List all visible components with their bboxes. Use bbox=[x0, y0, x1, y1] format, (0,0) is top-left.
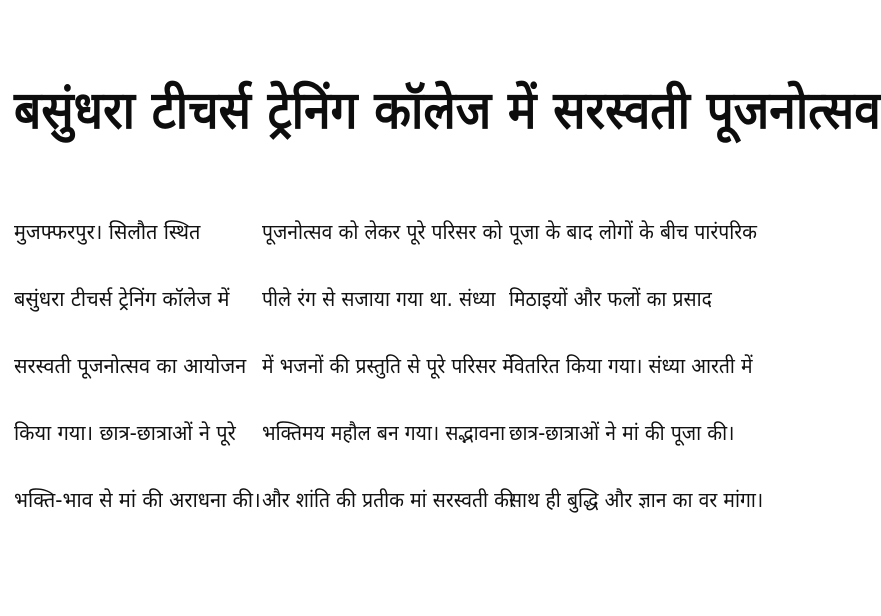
column-3-line-3: वितरित किया गया। संध्या आरती में bbox=[509, 354, 753, 378]
column-2-line-5: और शांति की प्रतीक मां सरस्वती की bbox=[261, 488, 514, 512]
column-3-line-2: मिठाइयों और फलों का प्रसाद bbox=[509, 287, 712, 311]
article-column-1 bbox=[14, 210, 261, 570]
column-1-line-3: सरस्वती पूजनोत्सव का आयोजन bbox=[14, 354, 247, 378]
column-1-line-2: बसुंधरा टीचर्स ट्रेनिंग कॉलेज में bbox=[14, 287, 230, 311]
article-body bbox=[14, 210, 764, 570]
column-2-line-2: पीले रंग से सजाया गया था. संध्या bbox=[261, 287, 495, 311]
column-1-line-4: किया गया। छात्र-छात्राओं ने पूरे bbox=[14, 421, 236, 445]
column-2-line-1: पूजनोत्सव को लेकर पूरे परिसर को bbox=[261, 220, 502, 244]
article-column-2 bbox=[261, 210, 514, 570]
article-headline: बसुंधरा टीचर्स ट्रेनिंग कॉलेज में सरस्वती पूजनोत्सव bbox=[14, 81, 881, 141]
column-2-line-4: भक्तिमय महौल बन गया। सद्भावना bbox=[261, 421, 505, 445]
column-3-line-5: साथ ही बुद्धि और ज्ञान का वर मांगा। bbox=[509, 488, 764, 512]
column-1-line-5: भक्ति-भाव से मां की अराधना की। bbox=[14, 488, 261, 512]
column-2-line-3: में भजनों की प्रस्तुति से पूरे परिसर में bbox=[261, 354, 514, 378]
column-3-line-1: पूजा के बाद लोगों के बीच पारंपरिक bbox=[509, 220, 758, 244]
article-column-3 bbox=[509, 210, 764, 570]
column-3-line-4: छात्र-छात्राओं ने मां की पूजा की। bbox=[509, 421, 735, 445]
column-1-line-1: मुजफ्फरपुर। सिलौत स्थित bbox=[14, 220, 201, 244]
